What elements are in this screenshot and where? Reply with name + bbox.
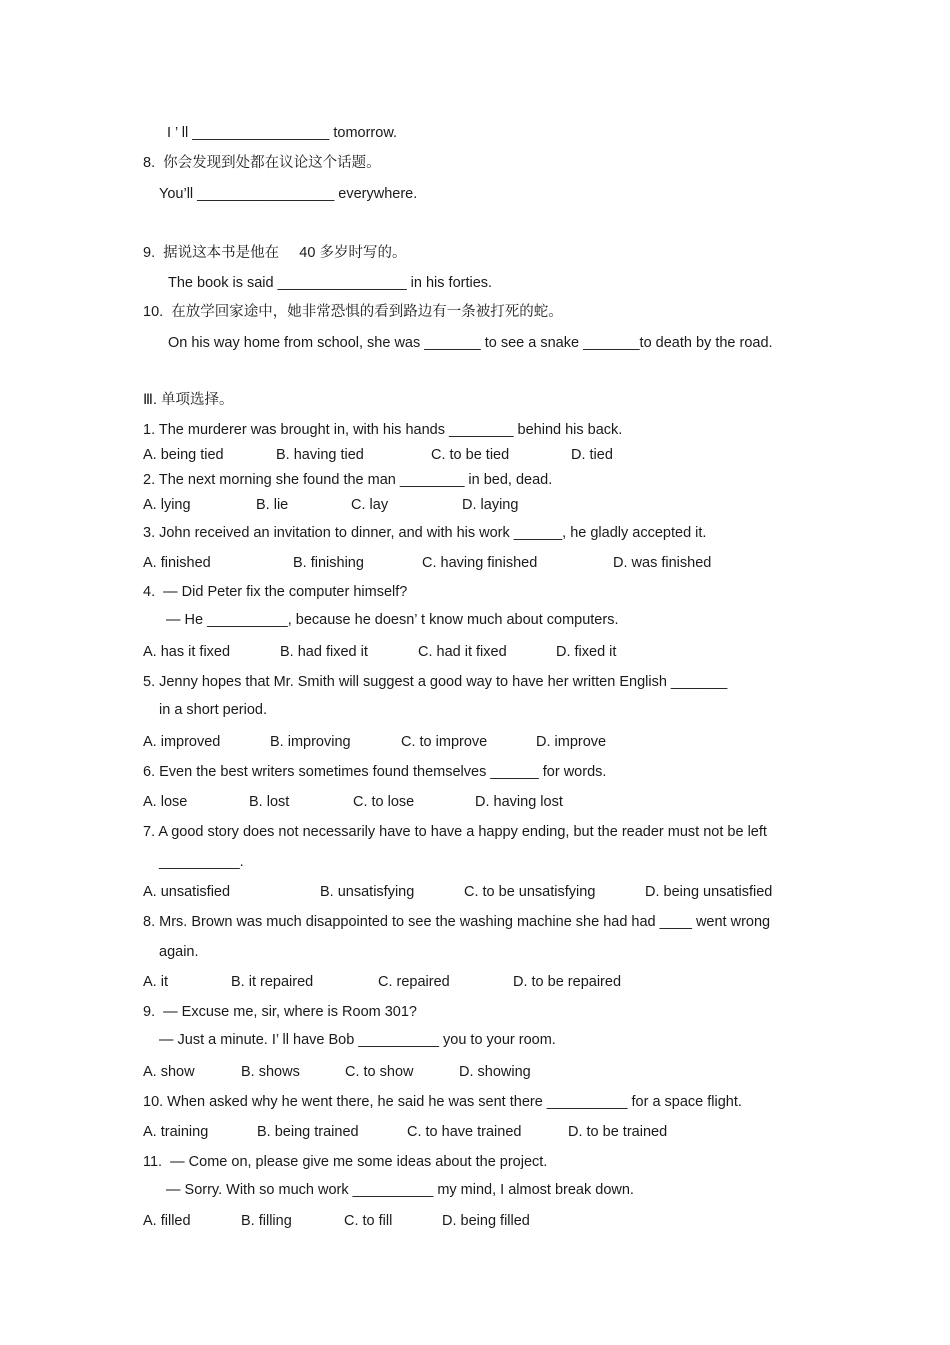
q7-option-c: C. to be unsatisfying	[464, 884, 596, 900]
q2-option-a: A. lying	[143, 497, 191, 513]
q9-option-d: D. showing	[459, 1064, 531, 1080]
question-4: 4. — Did Peter fix the computer himself?	[143, 584, 408, 600]
q11-option-c: C. to fill	[344, 1213, 393, 1229]
question-3: 3. John received an invitation to dinner, and with his work ______, he gladly accepted it.	[143, 525, 707, 541]
question-6: 6. Even the best writers sometimes found themselves ______ for words.	[143, 764, 607, 780]
q6-option-b: B. lost	[249, 794, 290, 810]
q7-option-a: A. unsatisfied	[143, 884, 231, 900]
q5-option-d: D. improve	[536, 734, 607, 750]
question-11-reply: — Sorry. With so much work __________ my mind, I almost break down.	[166, 1182, 634, 1198]
q2-option-d: D. laying	[462, 497, 519, 513]
q8-option-a: A. it	[143, 974, 168, 990]
question-2: 2. The next morning she found the man ________ in bed, dead.	[143, 472, 553, 488]
item8-chinese: 8. 你会发现到处都在议论这个话题。	[143, 155, 381, 171]
q7-option-b: B. unsatisfying	[320, 884, 415, 900]
q1-option-c: C. to be tied	[431, 447, 510, 463]
q1-option-b: B. having tied	[276, 447, 364, 463]
q6-option-c: C. to lose	[353, 794, 415, 810]
q9-option-a: A. show	[143, 1064, 195, 1080]
q3-option-d: D. was finished	[613, 555, 712, 571]
q11-option-b: B. filling	[241, 1213, 292, 1229]
q9-option-c: C. to show	[345, 1064, 414, 1080]
question-7-cont: __________.	[159, 854, 244, 870]
q3-option-c: C. having finished	[422, 555, 538, 571]
q9-option-b: B. shows	[241, 1064, 300, 1080]
q11-option-d: D. being filled	[442, 1213, 530, 1229]
q1-option-d: D. tied	[571, 447, 613, 463]
question-9: 9. — Excuse me, sir, where is Room 301?	[143, 1004, 417, 1020]
section-heading: Ⅲ. 单项选择。	[143, 392, 234, 408]
q6-option-d: D. having lost	[475, 794, 563, 810]
q8-option-c: C. repaired	[378, 974, 450, 990]
item9-english: The book is said ________________ in his forties.	[168, 275, 493, 291]
question-10: 10. When asked why he went there, he said he was sent there __________ for a space flight.	[143, 1094, 742, 1110]
q8-option-d: D. to be repaired	[513, 974, 622, 990]
question-5-cont: in a short period.	[159, 702, 268, 718]
q5-option-a: A. improved	[143, 734, 221, 750]
q1-option-a: A. being tied	[143, 447, 224, 463]
question-8: 8. Mrs. Brown was much disappointed to see the washing machine she had had ____ went wrong	[143, 914, 771, 930]
question-9-reply: — Just a minute. I’ ll have Bob __________ you to your room.	[159, 1032, 556, 1048]
q3-option-a: A. finished	[143, 555, 211, 571]
question-1: 1. The murderer was brought in, with his hands ________ behind his back.	[143, 422, 623, 438]
item10-english: On his way home from school, she was _______ to see a snake _______to death by the road.	[168, 335, 773, 351]
q5-option-b: B. improving	[270, 734, 351, 750]
q2-option-b: B. lie	[256, 497, 289, 513]
q4-option-b: B. had fixed it	[280, 644, 368, 660]
item9-chinese: 9. 据说这本书是他在 40 多岁时写的。	[143, 245, 407, 261]
q10-option-b: B. being trained	[257, 1124, 359, 1140]
question-11: 11. — Come on, please give me some ideas about the project.	[143, 1154, 548, 1170]
question-8-cont: again.	[159, 944, 199, 960]
q2-option-c: C. lay	[351, 497, 389, 513]
q6-option-a: A. lose	[143, 794, 188, 810]
question-7: 7. A good story does not necessarily have to have a happy ending, but the reader must not be left	[143, 824, 767, 840]
q10-option-d: D. to be trained	[568, 1124, 668, 1140]
item7-english: I ’ ll _________________ tomorrow.	[167, 125, 398, 141]
q7-option-d: D. being unsatisfied	[645, 884, 773, 900]
question-5: 5. Jenny hopes that Mr. Smith will suggest a good way to have her written English _______	[143, 674, 728, 690]
q4-option-a: A. has it fixed	[143, 644, 231, 660]
q8-option-b: B. it repaired	[231, 974, 314, 990]
q10-option-c: C. to have trained	[407, 1124, 522, 1140]
question-4-reply: — He __________, because he doesn’ t know much about computers.	[166, 612, 619, 628]
q4-option-c: C. had it fixed	[418, 644, 507, 660]
q5-option-c: C. to improve	[401, 734, 488, 750]
q11-option-a: A. filled	[143, 1213, 191, 1229]
q4-option-d: D. fixed it	[556, 644, 617, 660]
q3-option-b: B. finishing	[293, 555, 364, 571]
item10-chinese: 10. 在放学回家途中，她非常恐惧的看到路边有一条被打死的蛇。	[143, 304, 563, 320]
q10-option-a: A. training	[143, 1124, 209, 1140]
item8-english: You’ll _________________ everywhere.	[159, 186, 418, 202]
